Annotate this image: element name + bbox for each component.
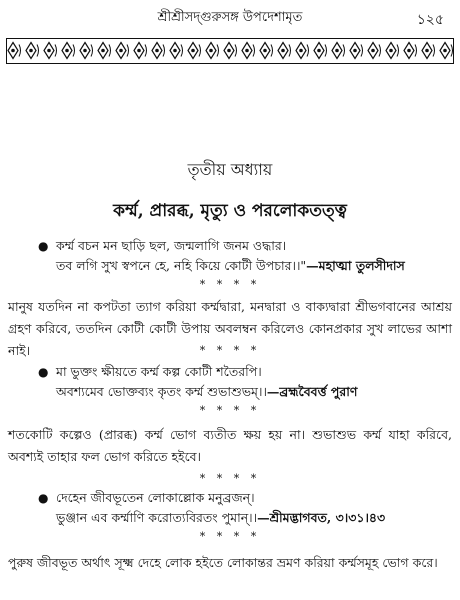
ornament-motif xyxy=(224,43,237,59)
commentary-paragraph: পুরুষ জীবভূত অর্থাৎ সূক্ষ্ম দেহে লোক হইতে লোকান্তর ভ্রমণ করিয়া কর্ম্মসমূহ ভোগ করে। xyxy=(8,555,438,570)
verse-line: অবশ্যমেব ভোক্তব্যং কৃতং কর্ম্ম শুভাশুভম্।। xyxy=(56,384,267,399)
section-title: কর্ম্ম, প্রারব্ধ, মৃত্যু ও পরলোকতত্ত্ব xyxy=(113,201,347,221)
commentary-paragraph: মানুষ যতদিন না কপটতা ত্যাগ করিয়া কর্ম্মদ্বারা, মনদ্বারা ও বাক্যদ্বারা শ্রীভগবানের আশ্রয় গ্রহণ করিবে, ততদিন কোটী কোটী উপায় অবলম্বন করিলেও কোনপ্রকার সুখ লাভের আশা নাই। xyxy=(8,299,452,358)
ornament-motif xyxy=(242,43,255,59)
ornament-motif xyxy=(332,43,345,59)
verse-line: দেহেন জীবভূতেন লোকাল্লোক মনুব্রজন্। xyxy=(56,490,255,505)
commentary-paragraph: শতকোটি কল্পেও (প্রারব্ধ) কর্ম্ম ভোগ ব্যতীত ক্ষয় হয় না। শুভাশুভ কর্ম্ম যাহা করিবে, অবশ্যই তাহার ফল ভোগ করিতে হইবে। xyxy=(8,427,452,464)
ornament-motif xyxy=(134,43,147,59)
section-separator: * * * * xyxy=(199,530,261,543)
ornament-motif xyxy=(170,43,183,59)
verse-source: —মহাত্মা তুলসীদাস xyxy=(306,258,405,273)
verse-line-with-source xyxy=(56,382,357,402)
ornament-motif xyxy=(278,43,291,59)
running-title: শ্রীশ্রীসদ্গুরুসঙ্গ উপদেশামৃত xyxy=(157,10,303,25)
page-header xyxy=(0,6,460,32)
ornament-motif xyxy=(152,43,165,59)
ornament-motif xyxy=(350,43,363,59)
ornament-motif xyxy=(440,43,453,59)
ornamental-border xyxy=(6,38,454,64)
verse-line-with-source xyxy=(56,508,385,528)
ornament-motif xyxy=(386,43,399,59)
verse-source: —ব্রহ্মবৈবর্ত্ত পুরাণ xyxy=(266,384,358,399)
ornament-motif xyxy=(422,43,435,59)
ornament-motif xyxy=(26,43,39,59)
ornament-motif xyxy=(8,43,21,59)
verse-line-with-source xyxy=(56,256,405,276)
bullet-icon: ● xyxy=(38,491,49,505)
ornament-motif xyxy=(404,43,417,59)
ornament-motif xyxy=(296,43,309,59)
section-separator: * * * * xyxy=(199,404,261,417)
ornament-motif xyxy=(44,43,57,59)
verse-quote xyxy=(38,236,405,276)
ornament-motif xyxy=(206,43,219,59)
verse-line: তব লগি সুখ স্বপনে হে, নহি কিয়ে কোটী উপচার।।" xyxy=(56,258,307,273)
section-separator: * * * * xyxy=(199,278,261,291)
section-separator: * * * * xyxy=(199,472,261,485)
bullet-icon: ● xyxy=(38,239,49,253)
verse-line: কর্ম্ম বচন মন ছাড়ি ছল, জন্মলাগি জনম ওদ্ধার। xyxy=(56,238,287,253)
ornament-motif xyxy=(260,43,273,59)
verse-quote xyxy=(38,488,386,528)
ornament-motif xyxy=(98,43,111,59)
ornament-motif xyxy=(80,43,93,59)
ornament-motif xyxy=(188,43,201,59)
ornament-motif xyxy=(62,43,75,59)
chapter-title: তৃতীয় অধ্যায় xyxy=(187,160,273,179)
ornament-motif xyxy=(368,43,381,59)
bullet-icon: ● xyxy=(38,365,49,379)
verse-quote xyxy=(38,362,358,402)
ornament-motif xyxy=(116,43,129,59)
page-number: ১২৫ xyxy=(416,12,444,28)
section-separator: * * * * xyxy=(199,344,261,357)
verse-source: —শ্রীমদ্ভাগবত, ৩।৩১।৪৩ xyxy=(257,510,386,525)
verse-line: ভুঞ্জান এব কর্ম্মাণি করোত্যবিরতং পুমান্।। xyxy=(56,510,258,525)
ornament-motif xyxy=(314,43,327,59)
verse-line: মা ভুক্তং ক্ষীয়তে কর্ম্ম কল্প কোটী শতৈরপি। xyxy=(56,364,262,379)
